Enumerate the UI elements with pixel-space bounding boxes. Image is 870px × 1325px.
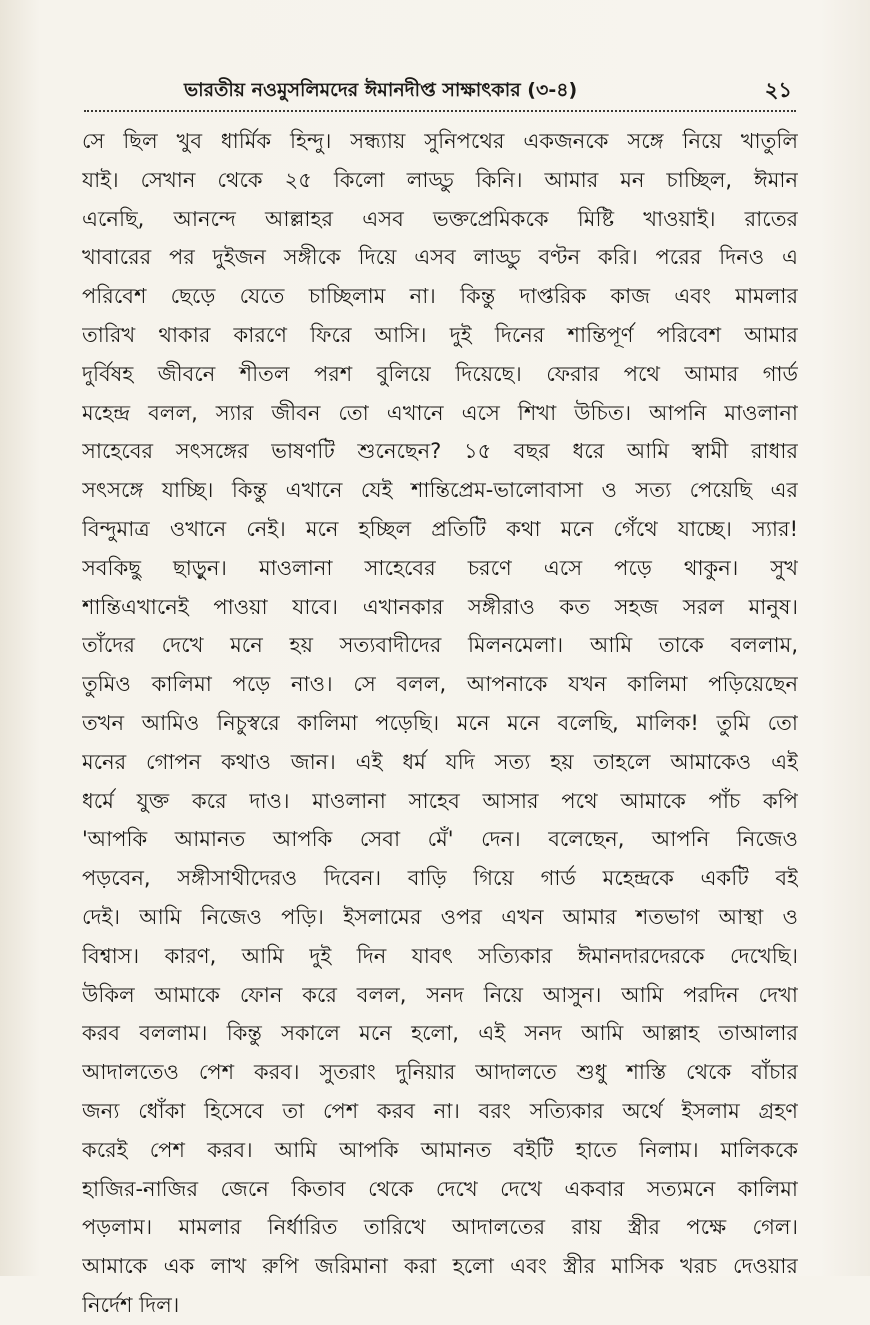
header-dotted-rule (84, 110, 796, 112)
text-line: যাই। সেখান থেকে ২৫ কিলো লাড্ডু কিনি। আমার মন চাচ্ছিল, ঈমান (82, 167, 798, 192)
text-line: এনেছি, আনন্দে আল্লাহর এসব ভক্তপ্রেমিককে মিষ্টি খাওয়াই। রাতের (82, 206, 798, 231)
body-text (82, 122, 798, 1325)
text-line: আদালতেও পেশ করব। সুতরাং দুনিয়ার আদালতে শুধু শাস্তি থেকে বাঁচার (82, 1060, 798, 1085)
text-line: দুর্বিষহ জীবনে শীতল পরশ বুলিয়ে দিয়েছে। ফেরার পথে আমার গার্ড (82, 361, 798, 386)
header-title: ভারতীয় নওমুসলিমদের ঈমানদীপ্ত সাক্ষাৎকার (৩-৪) (184, 79, 578, 101)
text-line: পড়লাম। মামলার নির্ধারিত তারিখে আদালতের রায় স্ত্রীর পক্ষে গেল। (82, 1215, 798, 1240)
text-line: বিশ্বাস। কারণ, আমি দুই দিন যাবৎ সত্যিকার ঈমানদারদেরকে দেখেছি। (82, 943, 798, 968)
text-line: জন্য ধোঁকা হিসেবে তা পেশ করব না। বরং সত্যিকার অর্থে ইসলাম গ্রহণ (82, 1098, 798, 1123)
text-line: মহেন্দ্র বলল, স্যার জীবন তো এখানে এসে শিখা উচিত। আপনি মাওলানা (82, 400, 798, 425)
text-line: তুমিও কালিমা পড়ে নাও। সে বলল, আপনাকে যখন কালিমা পড়িয়েছেন (82, 672, 798, 697)
text-line: 'আপকি আমানত আপকি সেবা মেঁ' দেন। বলেছেন, আপনি নিজেও (82, 827, 798, 852)
text-line: হাজির-নাজির জেনে কিতাব থেকে দেখে দেখে একবার সত্যমনে কালিমা (82, 1176, 798, 1201)
running-header (84, 72, 796, 108)
text-line: সাহেবের সৎসঙ্গের ভাষণটি শুনেছেন? ১৫ বছর ধরে আমি স্বামী রাধার (82, 439, 798, 464)
text-line: দেই। আমি নিজেও পড়ি। ইসলামের ওপর এখন আমার শতভাগ আস্থা ও (82, 904, 798, 929)
text-line: সৎসঙ্গে যাচ্ছি। কিন্তু এখানে যেই শান্তিপ্রেম-ভালোবাসা ও সত্য পেয়েছি এর (82, 478, 798, 503)
text-line: আমাকে এক লাখ রুপি জরিমানা করা হলো এবং স্ত্রীর মাসিক খরচ দেওয়ার (82, 1254, 798, 1279)
text-line: তারিখ থাকার কারণে ফিরে আসি। দুই দিনের শান্তিপূর্ণ পরিবেশ আমার (82, 322, 798, 347)
text-line: খাবারের পর দুইজন সঙ্গীকে দিয়ে এসব লাড্ডু বণ্টন করি। পরের দিনও এ (82, 245, 798, 270)
text-line: করেই পেশ করব। আমি আপকি আমানত বইটি হাতে নিলাম। মালিককে (82, 1137, 798, 1162)
text-line: তখন আমিও নিচুস্বরে কালিমা পড়েছি। মনে মনে বলেছি, মালিক! তুমি তো (82, 710, 798, 735)
text-line: উকিল আমাকে ফোন করে বলল, সনদ নিয়ে আসুন। আমি পরদিন দেখা (82, 982, 798, 1007)
text-line: সে ছিল খুব ধার্মিক হিন্দু। সন্ধ্যায় সুনিপথের একজনকে সঙ্গে নিয়ে খাতুলি (82, 129, 798, 153)
text-line: পরিবেশ ছেড়ে যেতে চাচ্ছিলাম না। কিন্তু দাপ্তরিক কাজ এবং মামলার (82, 284, 798, 309)
text-line: নির্দেশ দিল। (82, 1292, 180, 1317)
text-line: ধর্মে যুক্ত করে দাও। মাওলানা সাহেব আসার পথে আমাকে পাঁচ কপি (82, 788, 798, 813)
text-line: মনের গোপন কথাও জান। এই ধর্ম যদি সত্য হয় তাহলে আমাকেও এই (82, 749, 798, 774)
page-number: ২১ (764, 78, 792, 102)
text-line: সবকিছু ছাড়ুন। মাওলানা সাহেবের চরণে এসে পড়ে থাকুন। সুখ (82, 555, 798, 580)
text-line: তাঁদের দেখে মনে হয় সত্যবাদীদের মিলনমেলা। আমি তাকে বললাম, (82, 633, 798, 658)
text-line: পড়বেন, সঙ্গীসাথীদেরও দিবেন। বাড়ি গিয়ে গার্ড মহেন্দ্রকে একটি বই (82, 866, 798, 891)
text-line: শান্তিএখানেই পাওয়া যাবে। এখানকার সঙ্গীরাও কত সহজ সরল মানুষ। (82, 594, 798, 619)
text-line: করব বললাম। কিন্তু সকালে মনে হলো, এই সনদ আমি আল্লাহ তাআলার (82, 1021, 798, 1046)
text-line: বিন্দুমাত্র ওখানে নেই। মনে হচ্ছিল প্রতিটি কথা মনে গেঁথে যাচ্ছে। স্যার! (82, 516, 798, 541)
